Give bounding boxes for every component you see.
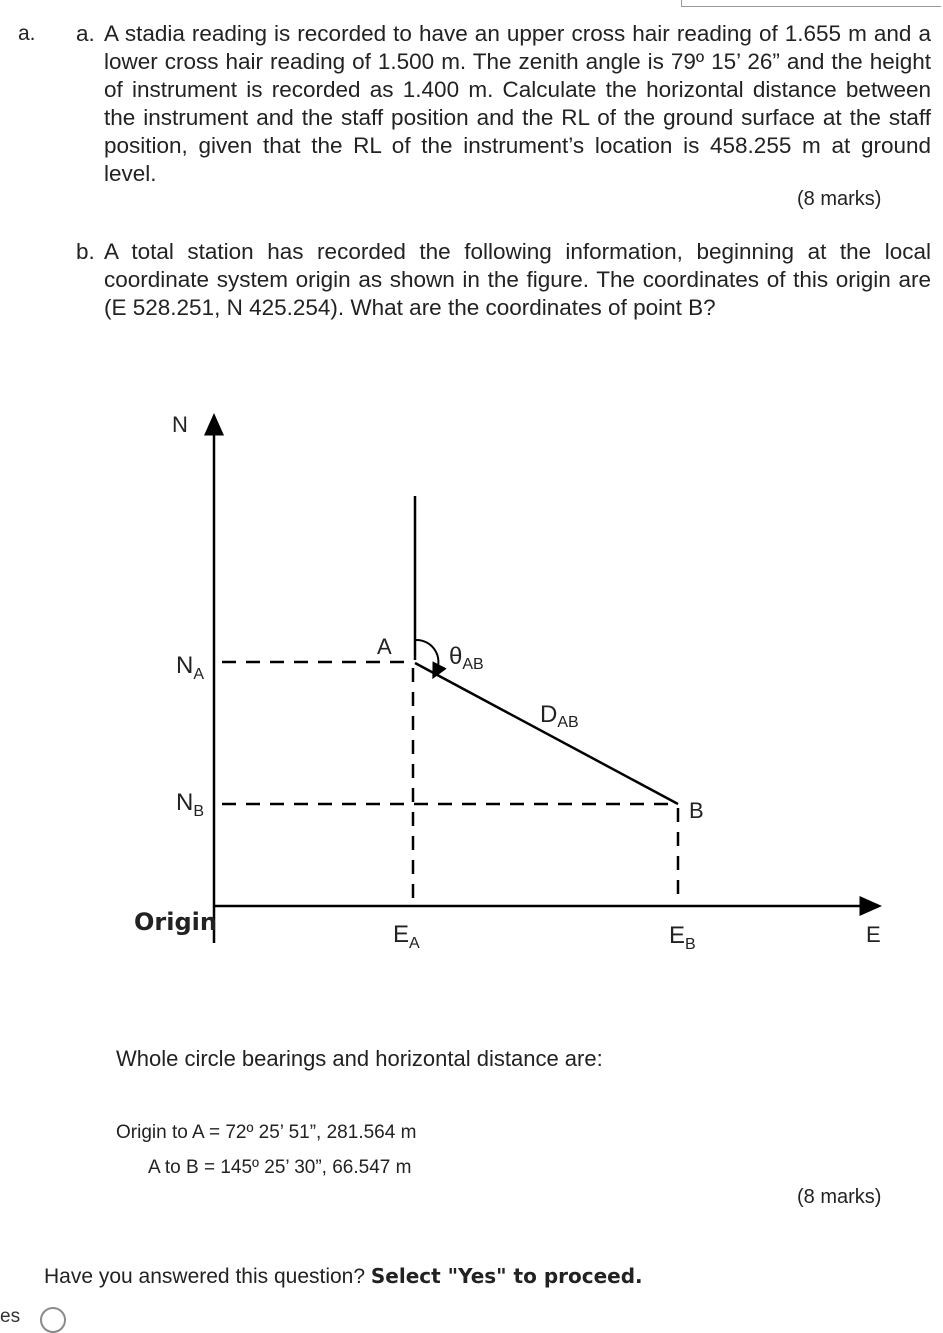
ea-main: E	[393, 921, 410, 948]
north-label: N	[172, 412, 188, 437]
line-ab	[415, 663, 678, 804]
yes-radio-button[interactable]	[40, 1307, 66, 1333]
dab-label	[540, 701, 579, 731]
proceed-prompt	[44, 1264, 643, 1289]
east-label: E	[866, 922, 881, 947]
bearing-a-to-b: A to B = 145º 25’ 30”, 66.547 m	[148, 1157, 412, 1178]
list-marker: a.	[18, 22, 36, 45]
point-b-label: B	[689, 798, 704, 823]
na-label	[176, 652, 204, 683]
eb-main: E	[669, 922, 686, 949]
bearing-origin-to-a: Origin to A = 72º 25’ 51”, 281.564 m	[116, 1122, 417, 1143]
ea-sub: A	[409, 935, 420, 952]
theta-sub: AB	[462, 656, 484, 673]
eb-label	[669, 922, 696, 953]
ea-label	[393, 921, 420, 952]
na-main: N	[176, 652, 194, 679]
nb-label	[176, 789, 204, 820]
part-b-marks: (8 marks)	[797, 1186, 882, 1208]
prompt-question: Have you answered this question?	[44, 1265, 366, 1288]
nb-main: N	[176, 789, 194, 816]
point-a-label: A	[377, 634, 392, 659]
theta-main: θ	[449, 643, 463, 670]
part-a-marks: (8 marks)	[797, 188, 882, 210]
part-a-question: A stadia reading is recorded to have an upper cross hair reading of 1.655 m and a lower cross hair reading of 1.500 m. The zenith angle is 79º 15’ 26” and the height of instrument is recorded as 1.400 m. Calculate the horizontal distance between the instrument and the staff position and the RL of the ground surface at the staff position, given that the RL of the instrument’s location is 458.255 m at ground level.	[104, 21, 931, 186]
dab-sub: AB	[557, 714, 579, 731]
bearings-heading: Whole circle bearings and horizontal distance are:	[116, 1046, 603, 1071]
yes-option-label: es	[0, 1306, 21, 1327]
part-b-label: b.	[76, 239, 95, 264]
part-a-label: a.	[76, 21, 95, 46]
part-b-question: A total station has recorded the following information, beginning at the local coordinate system origin as shown in the figure. The coordinates of this origin are (E 528.251, N 425.254). What are the coordinates of point B?	[104, 239, 931, 320]
nb-sub: B	[193, 803, 205, 820]
prompt-instruction: Select "Yes" to proceed.	[370, 1264, 643, 1288]
eb-sub: B	[685, 936, 696, 953]
bearing-arc	[415, 640, 438, 672]
na-sub: A	[193, 666, 205, 683]
theta-ab-label	[449, 643, 484, 673]
dab-main: D	[540, 701, 558, 728]
origin-label: Origin	[134, 908, 217, 936]
